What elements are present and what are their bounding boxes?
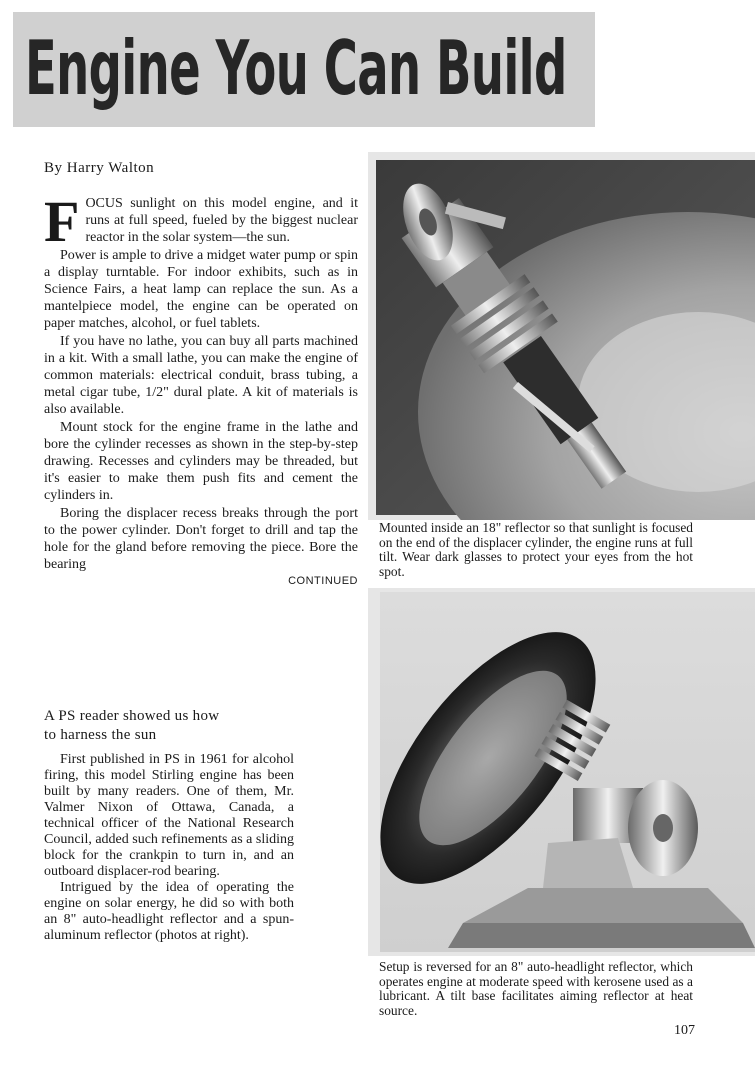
photo-caption-2: Setup is reversed for an 8" auto-headlight reflector, which operates engine at moderate speed with kerosene used as a lubricant. A tilt base facilitates aiming reflector at heat source. <box>379 959 693 1018</box>
photo-engine-in-large-reflector <box>368 152 755 520</box>
article-paragraph: Mount stock for the engine frame in the lathe and bore the cylinder recesses as shown in the step-by-step drawing. Recesses and cylinders may be threaded, but it's easier to make them push fits and cement the cylinders in. <box>44 419 358 504</box>
article-paragraph: Boring the displacer recess breaks through the port to the power cylinder. Don't forget to drill and tap the hole for the gland before removing the piece. Bore the bearing <box>44 505 358 573</box>
article-body <box>44 189 358 573</box>
sidebar-body <box>44 752 294 944</box>
page-number: 107 <box>674 1023 695 1038</box>
photo-engine-with-headlight-reflector <box>368 588 755 956</box>
sidebar-paragraph: Intrigued by the idea of operating the engine on solar energy, he did so with both an 8" auto-headlight reflector and a spun-aluminum reflector (photos at right). <box>44 880 294 943</box>
sidebar-paragraph: First published in PS in 1961 for alcohol firing, this model Stirling engine has been built by many readers. One of them, Mr. Valmer Nixon of Ottawa, Canada, a technical officer of the National Research Council, added such refinements as a sliding block for the crankpin to turn in, and an outboard displacer-rod bearing. <box>44 752 294 879</box>
article-paragraph: FOCUS sunlight on this model engine, and it runs at full speed, fueled by the biggest nuclear reactor in the solar system—the sun. <box>44 189 358 254</box>
byline: By Harry Walton <box>44 160 155 176</box>
article-paragraph: If you have no lathe, you can buy all parts machined in a kit. With a small lathe, you can make the engine of common materials: electrical conduit, brass tubing, a metal cigar tube, 1/2" dural plate. A kit of materials is also available. <box>44 333 358 418</box>
article-column <box>44 160 358 587</box>
page-title: Engine You Can Build <box>25 24 567 112</box>
photo-caption-1: Mounted inside an 18" reflector so that sunlight is focused on the end of the displacer cylinder, the engine runs at full tilt. Wear dark glasses to protect your eyes from the hot spot. <box>379 520 693 579</box>
sidebar-heading: A PS reader showed us how to harness the sun <box>44 708 220 743</box>
continued-label: CONTINUED <box>288 575 358 588</box>
drop-cap: F <box>44 189 80 254</box>
sidebar <box>44 707 294 944</box>
article-paragraph: Power is ample to drive a midget water pump or spin a display turntable. For indoor exhibits, such as in Science Fairs, a heat lamp can replace the sun. As a mantelpiece model, the engine can be operated on paper matches, alcohol, or fuel tablets. <box>44 247 358 332</box>
title-banner <box>13 12 595 127</box>
